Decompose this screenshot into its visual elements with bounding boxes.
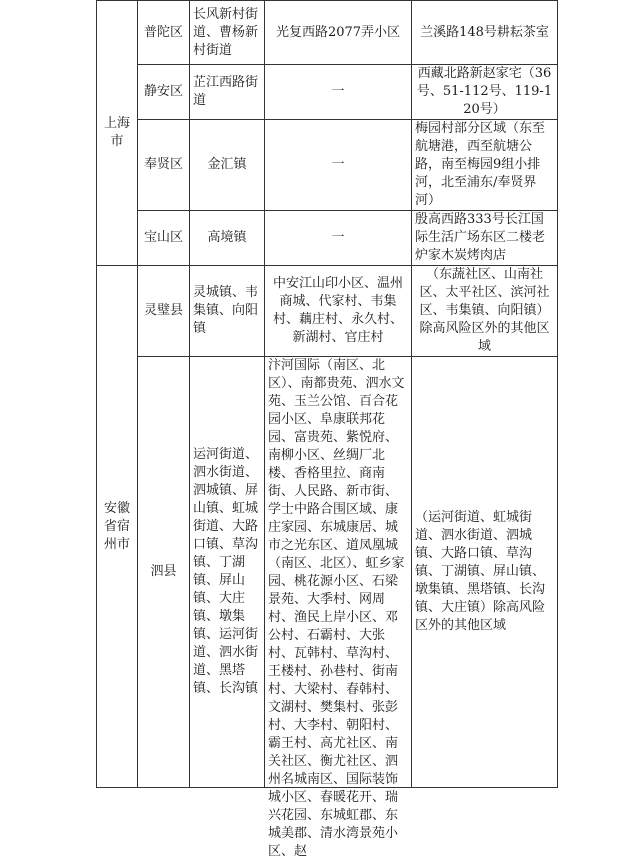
city-cell: 上海市 (97, 1, 138, 266)
table-row (97, 1, 558, 65)
city-cell: 安徽省宿州市 (97, 266, 138, 788)
areas-cell: 一 (265, 211, 412, 266)
table-row (97, 266, 558, 357)
streets-cell: 芷江西路街道 (190, 65, 265, 120)
locations-cell: 殷高西路333号长江国际生活广场东区二楼老炉家木炭烤肉店 (412, 211, 558, 266)
areas-cell: 光复西路2077弄小区 (265, 1, 412, 65)
district-cell: 静安区 (138, 65, 190, 120)
locations-cell: 兰溪路148号耕耘茶室 (412, 1, 558, 65)
district-cell: 泗县 (138, 357, 190, 788)
table-row (97, 211, 558, 266)
streets-cell: 高境镇 (190, 211, 265, 266)
locations-cell: 西藏北路新赵家宅（36号、51-112号、119-120号） (412, 65, 558, 120)
areas-text: 汴河国际（南区、北区）、南都贵苑、泗水文苑、玉兰公馆、百合花园小区、阜康联邦花园、富贵苑、紫悦府、南柳小区、丝绸厂北楼、香格里拉、商南街、人民路、新市街、学士中路合围区域、康庄家园、东城康居、城市之光东区、道凤凰城（南区、北区）、虹乡家园、桃花源小区、石梁景苑、大季村、网周村、渔民上岸小区、邓公村、石霸村、大张村、瓦韩村、草沟村、王楼村、孙巷村、街南村、大梁村、春韩村、文湖村、樊集村、张彭村、大李村、朝阳村、霸王村、高尤社区、南关社区、衡尤社区、泗州名城南区、国际装饰城小区、春暖花开、瑞兴花园、东城虹郡、东城美郡、清水湾景苑小区、赵 (268, 358, 405, 859)
table-row (97, 120, 558, 211)
areas-cell: 一 (265, 120, 412, 211)
district-cell: 灵璧县 (138, 266, 190, 357)
table-row (97, 65, 558, 120)
locations-cell: （运河街道、虹城街道、泗水街道、泗城镇、大路口镇、草沟镇、丁湖镇、屏山镇、墩集镇、黑塔镇、长沟镇、大庄镇）除高风险区外的其他区域 (412, 357, 558, 788)
locations-cell: （东蔬社区、山南社区、太平社区、滨河社区、韦集镇、向阳镇）除高风险区外的其他区域 (412, 266, 558, 357)
district-cell: 宝山区 (138, 211, 190, 266)
streets-cell: 金汇镇 (190, 120, 265, 211)
areas-cell: 中安江山印小区、温州商城、代家村、韦集村、藕庄村、永久村、新湖村、官庄村 (265, 266, 412, 357)
areas-cell: 一 (265, 65, 412, 120)
district-cell: 奉贤区 (138, 120, 190, 211)
areas-cell (265, 357, 412, 859)
streets-cell: 运河街道、泗水街道、泗城镇、屏山镇、虹城街道、大路口镇、草沟镇、丁湖镇、屏山镇、大庄镇、墩集镇、运河街道、泗水街道、黑塔镇、长沟镇 (190, 357, 265, 788)
streets-cell: 灵城镇、韦集镇、向阳镇 (190, 266, 265, 357)
district-cell: 普陀区 (138, 1, 190, 65)
streets-cell: 长风新村街道、曹杨新村街道 (190, 1, 265, 65)
table-row (97, 357, 558, 788)
risk-area-table (96, 0, 558, 859)
locations-cell: 梅园村部分区域（东至航塘港，西至航塘公路，南至梅园9组小排河，北至浦东/奉贤界河） (412, 120, 558, 211)
